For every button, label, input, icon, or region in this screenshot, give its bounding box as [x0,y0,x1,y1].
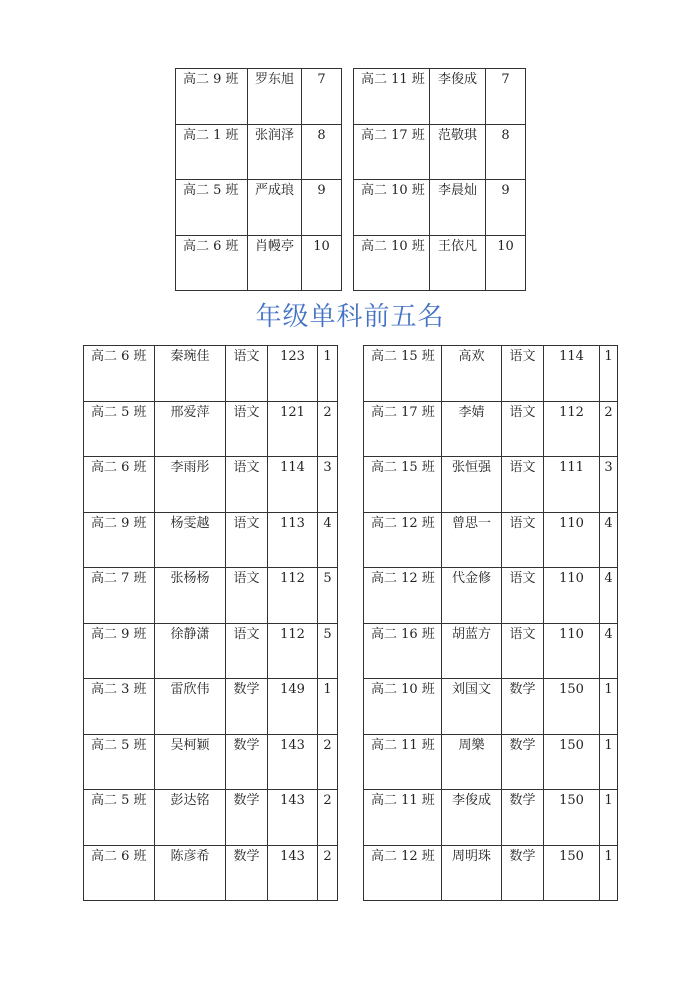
table-row [84,845,338,901]
table-row [364,679,618,735]
cell-rank: 1 [600,346,618,402]
cell-name: 徐静潇 [155,623,226,679]
cell-subject: 数学 [502,679,544,735]
cell-class: 高二 9 班 [176,69,248,125]
cell-score: 150 [544,845,600,901]
cell-name: 张润泽 [248,124,302,180]
cell-name: 周樂 [442,734,502,790]
cell-subject: 数学 [226,790,268,846]
cell-name: 雷欣伟 [155,679,226,735]
cell-rank: 10 [486,235,526,291]
cell-rank: 10 [302,235,342,291]
cell-class: 高二 17 班 [364,401,442,457]
cell-subject: 数学 [226,845,268,901]
cell-score: 121 [268,401,318,457]
cell-score: 110 [544,623,600,679]
table-row [354,180,526,236]
cell-class: 高二 6 班 [84,457,155,513]
cell-score: 149 [268,679,318,735]
cell-rank: 2 [318,734,338,790]
cell-subject: 数学 [226,734,268,790]
cell-name: 周明珠 [442,845,502,901]
cell-class: 高二 9 班 [84,623,155,679]
cell-score: 112 [268,623,318,679]
cell-subject: 语文 [502,346,544,402]
table-row [84,401,338,457]
cell-class: 高二 6 班 [84,346,155,402]
table-row [364,845,618,901]
cell-subject: 语文 [226,457,268,513]
cell-score: 143 [268,790,318,846]
cell-class: 高二 5 班 [176,180,248,236]
cell-rank: 4 [600,623,618,679]
cell-name: 罗东旭 [248,69,302,125]
cell-class: 高二 11 班 [354,69,430,125]
table-row [176,235,342,291]
cell-rank: 1 [600,734,618,790]
cell-name: 张杨杨 [155,568,226,624]
cell-score: 114 [268,457,318,513]
cell-class: 高二 12 班 [364,568,442,624]
cell-rank: 3 [600,457,618,513]
cell-class: 高二 10 班 [354,180,430,236]
cell-score: 113 [268,512,318,568]
top-ranking-table-left [175,68,342,291]
cell-rank: 9 [302,180,342,236]
cell-class: 高二 11 班 [364,790,442,846]
cell-name: 李婧 [442,401,502,457]
cell-score: 150 [544,679,600,735]
table-row [364,512,618,568]
cell-name: 李俊成 [430,69,486,125]
cell-rank: 8 [302,124,342,180]
cell-rank: 5 [318,623,338,679]
cell-class: 高二 10 班 [354,235,430,291]
cell-name: 李晨灿 [430,180,486,236]
cell-subject: 数学 [502,845,544,901]
cell-class: 高二 17 班 [354,124,430,180]
cell-subject: 数学 [502,734,544,790]
cell-name: 邢爱萍 [155,401,226,457]
subject-ranking-table-right [363,345,618,901]
cell-class: 高二 1 班 [176,124,248,180]
cell-subject: 语文 [502,401,544,457]
cell-rank: 1 [600,790,618,846]
cell-rank: 7 [302,69,342,125]
cell-class: 高二 15 班 [364,457,442,513]
cell-subject: 语文 [502,457,544,513]
table-row [84,679,338,735]
table-row [354,124,526,180]
cell-name: 范敬琪 [430,124,486,180]
cell-score: 112 [268,568,318,624]
cell-class: 高二 5 班 [84,734,155,790]
cell-rank: 4 [600,568,618,624]
cell-name: 肖幔亭 [248,235,302,291]
cell-score: 110 [544,568,600,624]
cell-rank: 8 [486,124,526,180]
cell-class: 高二 6 班 [84,845,155,901]
cell-name: 曾思一 [442,512,502,568]
table-row [84,457,338,513]
cell-score: 150 [544,790,600,846]
cell-score: 150 [544,734,600,790]
cell-name: 吴柯颖 [155,734,226,790]
subject-ranking-table-left [83,345,338,901]
table-row [84,790,338,846]
cell-name: 李雨彤 [155,457,226,513]
cell-score: 112 [544,401,600,457]
cell-name: 李俊成 [442,790,502,846]
cell-class: 高二 10 班 [364,679,442,735]
cell-subject: 语文 [502,623,544,679]
table-row [84,623,338,679]
cell-name: 高欢 [442,346,502,402]
cell-name: 彭达铭 [155,790,226,846]
cell-subject: 语文 [226,346,268,402]
cell-rank: 2 [600,401,618,457]
cell-rank: 5 [318,568,338,624]
top-ranking-table-right [353,68,526,291]
cell-rank: 4 [600,512,618,568]
cell-subject: 数学 [226,679,268,735]
table-row [354,69,526,125]
table-row [364,346,618,402]
table-row [84,512,338,568]
cell-score: 110 [544,512,600,568]
cell-class: 高二 6 班 [176,235,248,291]
cell-subject: 语文 [226,401,268,457]
cell-class: 高二 9 班 [84,512,155,568]
cell-name: 严成琅 [248,180,302,236]
table-row [84,568,338,624]
cell-rank: 9 [486,180,526,236]
cell-class: 高二 11 班 [364,734,442,790]
cell-subject: 语文 [226,623,268,679]
cell-class: 高二 15 班 [364,346,442,402]
cell-rank: 1 [600,679,618,735]
table-row [354,235,526,291]
cell-name: 代金修 [442,568,502,624]
cell-class: 高二 5 班 [84,790,155,846]
cell-subject: 语文 [502,512,544,568]
cell-rank: 1 [600,845,618,901]
table-row [364,790,618,846]
cell-subject: 语文 [502,568,544,624]
cell-name: 秦琬佳 [155,346,226,402]
table-row [176,180,342,236]
cell-subject: 数学 [502,790,544,846]
cell-class: 高二 12 班 [364,845,442,901]
cell-name: 杨雯越 [155,512,226,568]
table-row [364,623,618,679]
cell-name: 张恒强 [442,457,502,513]
cell-name: 胡蓝方 [442,623,502,679]
table-row [364,401,618,457]
cell-rank: 4 [318,512,338,568]
section-title: 年级单科前五名 [255,302,445,332]
cell-subject: 语文 [226,568,268,624]
cell-class: 高二 16 班 [364,623,442,679]
table-row [364,457,618,513]
cell-rank: 2 [318,401,338,457]
cell-score: 143 [268,845,318,901]
table-row [84,734,338,790]
table-row [176,69,342,125]
cell-rank: 7 [486,69,526,125]
cell-score: 111 [544,457,600,513]
table-row [176,124,342,180]
table-row [364,568,618,624]
cell-class: 高二 3 班 [84,679,155,735]
cell-class: 高二 7 班 [84,568,155,624]
table-row [364,734,618,790]
cell-class: 高二 5 班 [84,401,155,457]
cell-score: 123 [268,346,318,402]
cell-rank: 1 [318,679,338,735]
cell-rank: 1 [318,346,338,402]
cell-class: 高二 12 班 [364,512,442,568]
cell-name: 陈彦希 [155,845,226,901]
cell-subject: 语文 [226,512,268,568]
cell-rank: 3 [318,457,338,513]
cell-score: 114 [544,346,600,402]
cell-rank: 2 [318,790,338,846]
table-row [84,346,338,402]
cell-rank: 2 [318,845,338,901]
cell-score: 143 [268,734,318,790]
cell-name: 刘国文 [442,679,502,735]
cell-name: 王依凡 [430,235,486,291]
